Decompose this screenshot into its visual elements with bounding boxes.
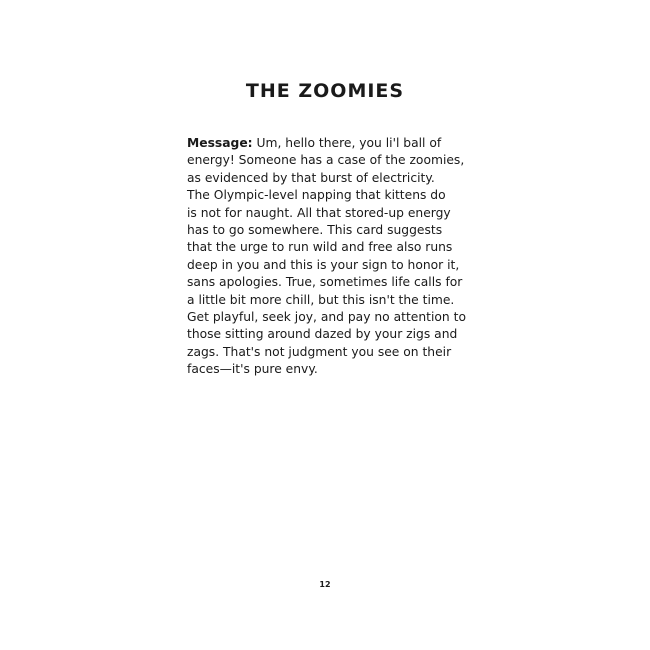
message-line: that the urge to run wild and free also runs <box>187 240 453 255</box>
message-line: energy! Someone has a case of the zoomies, <box>187 153 465 168</box>
message-line: sans apologies. True, sometimes life calls for <box>187 275 463 290</box>
message-line: zags. That's not judgment you see on their <box>187 344 452 359</box>
message-text: Um, hello there, you li'l ball of <box>252 136 442 150</box>
message-line: is not for naught. All that stored-up energy <box>187 205 451 220</box>
message-line: as evidenced by that burst of electricity. <box>187 170 435 185</box>
message-line: a little bit more chill, but this isn't the time. <box>187 292 455 307</box>
message-line: has to go somewhere. This card suggests <box>187 223 443 238</box>
message-label: Message: <box>187 136 253 150</box>
message-line: The Olympic-level napping that kittens do <box>187 188 446 203</box>
message-line: deep in you and this is your sign to honor it, <box>187 257 460 272</box>
message-line: Get playful, seek joy, and pay no attention to <box>187 310 466 325</box>
message-line: those sitting around dazed by your zigs and <box>187 327 458 342</box>
page-title: THE ZOOMIES <box>245 80 405 102</box>
message-line: faces—it's pure envy. <box>187 362 318 377</box>
message-line-1 <box>187 135 462 152</box>
message-paragraph <box>187 135 466 379</box>
page-number: 12 <box>319 580 331 589</box>
